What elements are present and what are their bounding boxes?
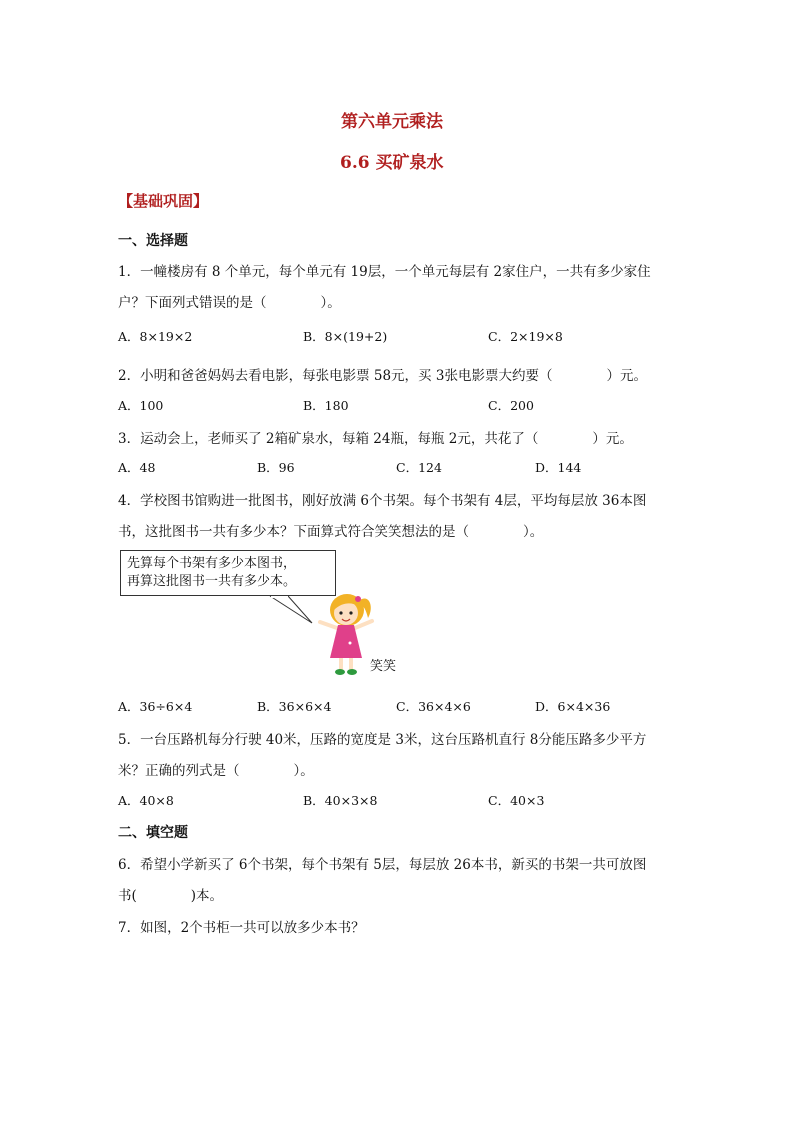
q2-option-b: B．180 (303, 398, 349, 413)
q3-option-b: B．96 (257, 460, 295, 475)
q1-option-a: A．8×19×2 (118, 329, 193, 344)
q6-line2: 书( )本。 (118, 888, 224, 904)
q1-line2: 户？下面列式错误的是（ ）。 (118, 295, 341, 311)
bubble-line2: 再算这批图书一共有多少本。 (127, 574, 297, 589)
q1-option-c: C．2×19×8 (488, 329, 563, 344)
q5-line1: 5．一台压路机每分行驶 40米，压路的宽度是 3米，这台压路机直行 8分能压路多少平方 (118, 732, 647, 748)
part2-heading: 二、填空题 (118, 825, 188, 841)
bubble-tail-gap (270, 596, 290, 598)
q1-option-b: B．8×(19+2) (303, 329, 388, 344)
part1-heading: 一、选择题 (118, 233, 188, 249)
q3-option-a: A．48 (118, 460, 156, 475)
q5-option-a: A．40×8 (118, 793, 174, 808)
q7-line1: 7．如图，2个书柜一共可以放多少本书？ (118, 920, 365, 936)
q5-option-b: B．40×3×8 (303, 793, 378, 808)
unit-title: 第六单元乘法 (341, 112, 443, 132)
lesson-title: 6.6 买矿泉水 (340, 153, 444, 173)
q3-option-c: C．124 (396, 460, 442, 475)
section-tag: 【基础巩固】 (118, 192, 209, 210)
q2-line1: 2．小明和爸爸妈妈去看电影，每张电影票 58元，买 3张电影票大约要（ ）元。 (118, 368, 647, 384)
q4-line2: 书，这批图书一共有多少本？下面算式符合笑笑想法的是（ ）。 (118, 524, 544, 540)
speech-bubble (120, 550, 336, 596)
q5-line2: 米？正确的列式是（ ）。 (118, 763, 314, 779)
q2-option-a: A．100 (118, 398, 164, 413)
bubble-line1: 先算每个书架有多少本图书， (127, 556, 297, 571)
q4-option-a: A．36÷6×4 (118, 699, 193, 714)
q1-line1: 1．一幢楼房有 8 个单元，每个单元有 19层，一个单元每层有 2家住户，一共有多少家住 (118, 264, 651, 280)
q3-option-d: D．144 (535, 460, 582, 475)
q4-option-c: C．36×4×6 (396, 699, 471, 714)
q6-line1: 6．希望小学新买了 6个书架，每个书架有 5层，每层放 26本书，新买的书架一共可放图 (118, 857, 647, 873)
q5-option-c: C．40×3 (488, 793, 545, 808)
q4-option-d: D．6×4×36 (535, 699, 611, 714)
character-name: 笑笑 (370, 659, 397, 674)
q4-line1: 4．学校图书馆购进一批图书，刚好放满 6个书架。每个书架有 4层，平均每层放 36本图 (118, 493, 647, 509)
q2-option-c: C．200 (488, 398, 534, 413)
q4-option-b: B．36×6×4 (257, 699, 332, 714)
q3-line1: 3．运动会上，老师买了 2箱矿泉水，每箱 24瓶，每瓶 2元，共花了（ ）元。 (118, 431, 633, 447)
